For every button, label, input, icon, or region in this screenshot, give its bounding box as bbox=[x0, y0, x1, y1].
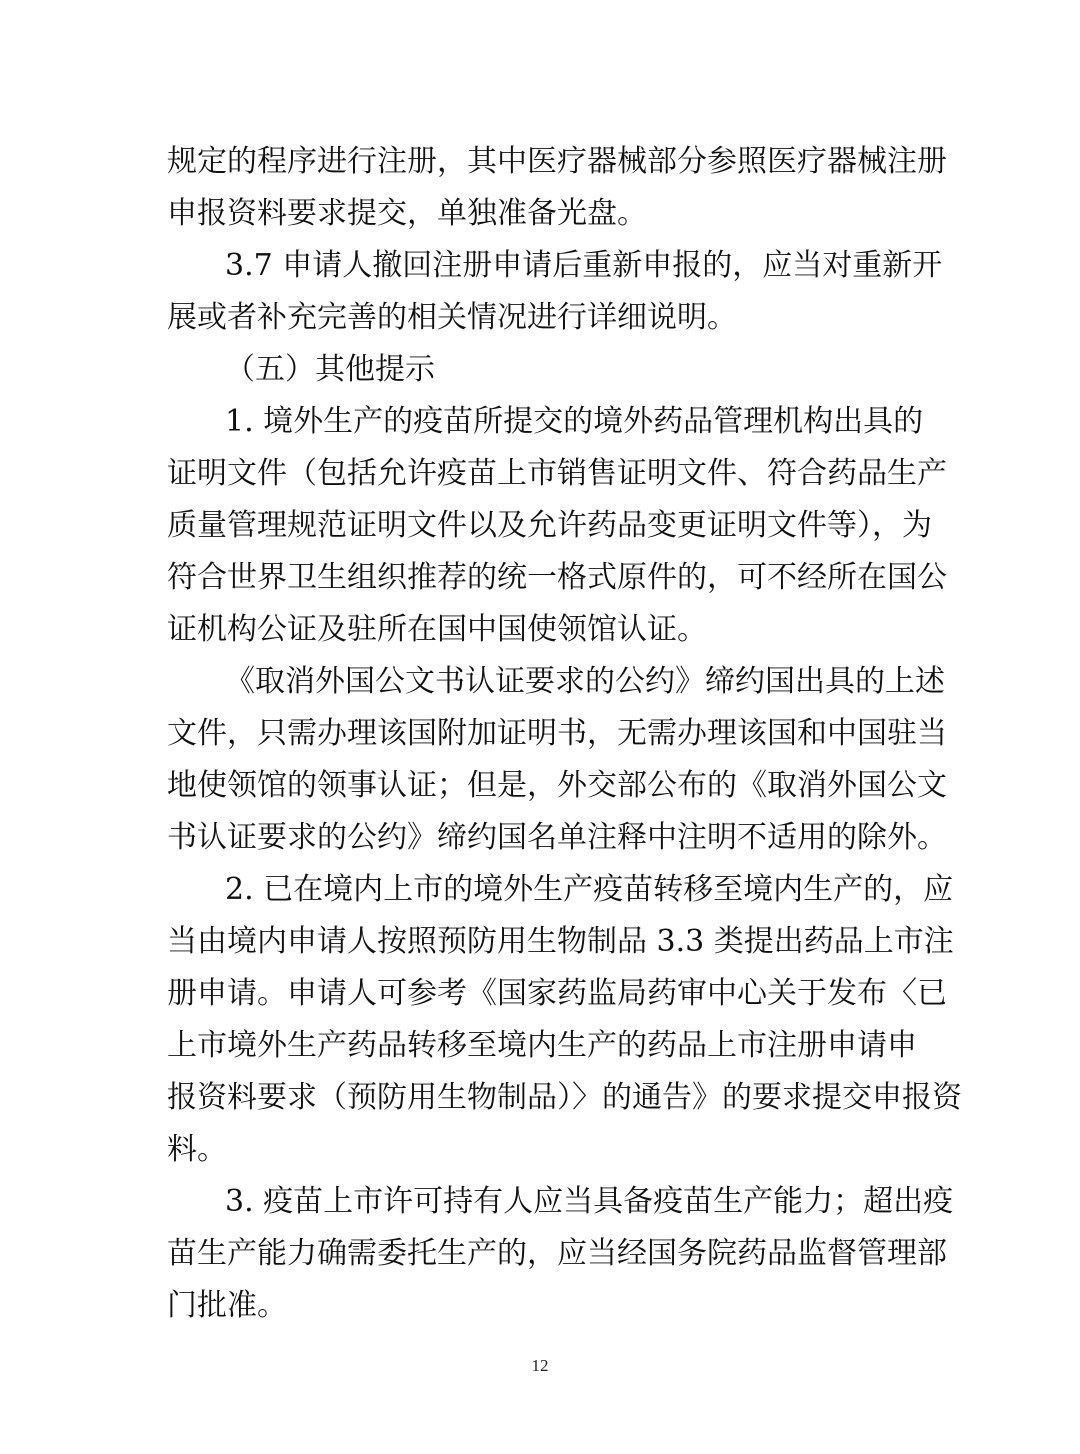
paragraph-2-line-1: 3.7 申请人撤回注册申请后重新申报的，应当对重新开 bbox=[225, 248, 943, 283]
paragraph-4-line-1: 1. 境外生产的疫苗所提交的境外药品管理机构出具的 bbox=[225, 404, 924, 439]
paragraph-5-line-2: 文件，只需办理该国附加证明书，无需办理该国和中国驻当 bbox=[167, 716, 947, 751]
paragraph-4-line-4: 符合世界卫生组织推荐的统一格式原件的，可不经所在国公 bbox=[167, 560, 947, 595]
section-heading: （五）其他提示 bbox=[225, 352, 435, 387]
paragraph-7-line-3: 门批准。 bbox=[167, 1288, 287, 1323]
paragraph-6-line-2: 当由境内申请人按照预防用生物制品 3.3 类提出药品上市注 bbox=[167, 924, 954, 959]
page-number: 12 bbox=[531, 1356, 549, 1375]
paragraph-6-line-5: 报资料要求（预防用生物制品）〉的通告》的要求提交申报资 bbox=[167, 1080, 962, 1115]
paragraph-5-line-3: 地使领馆的领事认证；但是，外交部公布的《取消外国公文 bbox=[167, 768, 947, 803]
paragraph-6-line-4: 上市境外生产药品转移至境内生产的药品上市注册申请申 bbox=[167, 1028, 917, 1063]
paragraph-4-line-2: 证明文件（包括允许疫苗上市销售证明文件、符合药品生产 bbox=[167, 456, 947, 491]
paragraph-6-line-3: 册申请。申请人可参考《国家药监局药审中心关于发布〈已 bbox=[167, 976, 947, 1011]
paragraph-1-line-2: 申报资料要求提交，单独准备光盘。 bbox=[167, 196, 647, 231]
paragraph-2-line-2: 展或者补充完善的相关情况进行详细说明。 bbox=[167, 300, 737, 335]
paragraph-1-line-1: 规定的程序进行注册，其中医疗器械部分参照医疗器械注册 bbox=[167, 144, 947, 179]
paragraph-6-line-6: 料。 bbox=[167, 1132, 227, 1167]
paragraph-4-line-3: 质量管理规范证明文件以及允许药品变更证明文件等），为 bbox=[167, 508, 932, 543]
paragraph-5-line-1: 《取消外国公文书认证要求的公约》缔约国出具的上述 bbox=[225, 664, 945, 699]
paragraph-7-line-1: 3. 疫苗上市许可持有人应当具备疫苗生产能力；超出疫 bbox=[225, 1184, 954, 1219]
paragraph-7-line-2: 苗生产能力确需委托生产的，应当经国务院药品监督管理部 bbox=[167, 1236, 947, 1271]
paragraph-6-line-1: 2. 已在境内上市的境外生产疫苗转移至境内生产的，应 bbox=[225, 872, 954, 907]
paragraph-5-line-4: 书认证要求的公约》缔约国名单注释中注明不适用的除外。 bbox=[167, 820, 947, 855]
paragraph-4-line-5: 证机构公证及驻所在国中国使领馆认证。 bbox=[167, 612, 707, 647]
